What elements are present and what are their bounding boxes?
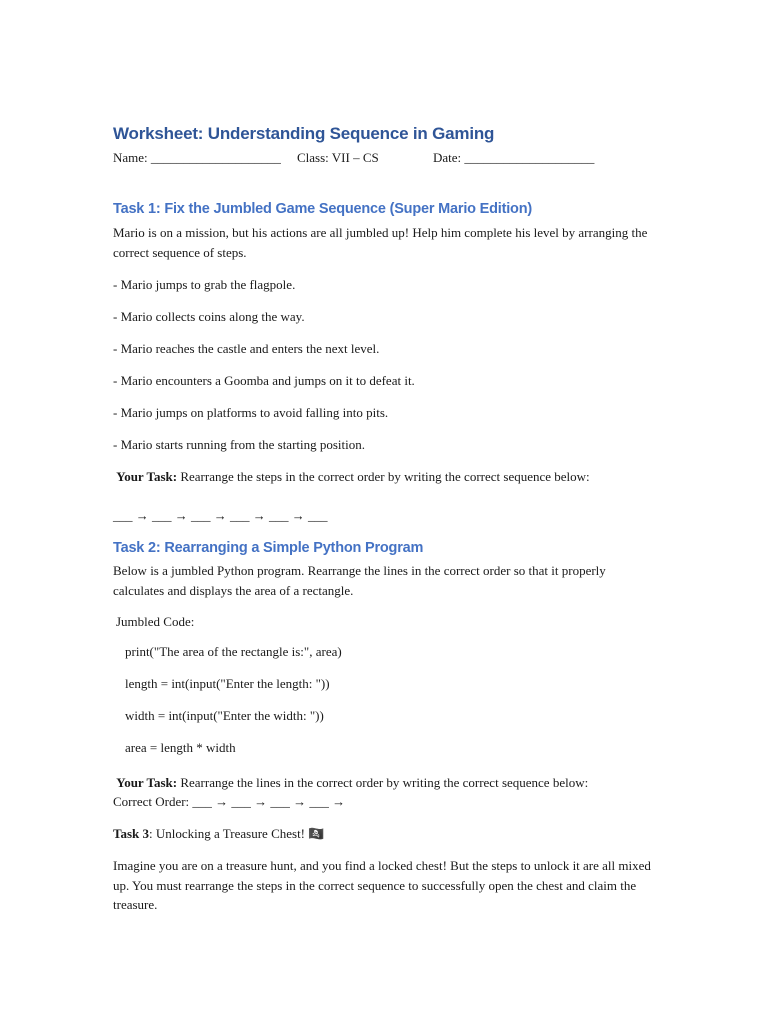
class-field: Class: VII – CS — [297, 150, 379, 165]
task3-heading-bold: Task 3 — [113, 826, 150, 841]
code-line-1: print("The area of the rectangle is:", area) — [125, 644, 342, 659]
task1-intro: Mario is on a mission, but his actions are all jumbled up! Help him complete his level by arranging the correct sequence of steps. — [113, 225, 648, 260]
jumbled-code-label: Jumbled Code: — [116, 614, 195, 629]
task2-your-task-label: Your Task: — [116, 775, 178, 790]
task1-step-5: - Mario jumps on platforms to avoid falling into pits. — [113, 405, 389, 420]
date-field: Date: ____________________ — [433, 150, 595, 165]
task1-step-1: - Mario jumps to grab the flagpole. — [113, 277, 296, 292]
task1-step-6: - Mario starts running from the starting position. — [113, 437, 366, 452]
task2-heading: Task 2: Rearranging a Simple Python Program — [113, 540, 424, 556]
code-line-4: area = length * width — [125, 740, 236, 755]
task2-your-task-text: Rearrange the lines in the correct order by writing the correct sequence below: — [177, 775, 589, 790]
task1-your-task — [113, 467, 658, 487]
task2-answer-line: Correct Order: ___ → ___ → ___ → ___ → — [113, 794, 346, 809]
task1-your-task-label: Your Task: — [116, 469, 178, 484]
task2-intro: Below is a jumbled Python program. Rearrange the lines in the correct order so that it properly calculates and displays the area of a rectangle. — [113, 563, 606, 598]
task3-intro: Imagine you are on a treasure hunt, and you find a locked chest! But the steps to unlock it are all mixed up. You must rearrange the steps in the correct sequence to successfully open the chest and claim the treasure. — [113, 858, 651, 912]
page-title: Worksheet: Understanding Sequence in Gaming — [113, 124, 495, 143]
task1-step-4: - Mario encounters a Goomba and jumps on it to defeat it. — [113, 373, 415, 388]
task1-step-2: - Mario collects coins along the way. — [113, 309, 305, 324]
task1-step-3: - Mario reaches the castle and enters the next level. — [113, 341, 380, 356]
task1-answer-line: ___ → ___ → ___ → ___ → ___ → ___ — [113, 508, 328, 523]
code-line-3: width = int(input("Enter the width: ")) — [125, 708, 324, 723]
task1-your-task-text: Rearrange the steps in the correct order by writing the correct sequence below: — [177, 469, 590, 484]
task1-heading: Task 1: Fix the Jumbled Game Sequence (Super Mario Edition) — [113, 201, 532, 217]
name-field: Name: ____________________ — [113, 150, 281, 165]
task2-your-task — [113, 773, 588, 793]
task3-heading-rest: : Unlocking a Treasure Chest! 🏴‍☠️ — [149, 826, 325, 841]
code-line-2: length = int(input("Enter the length: ")) — [125, 676, 330, 691]
task3-heading — [113, 824, 324, 844]
